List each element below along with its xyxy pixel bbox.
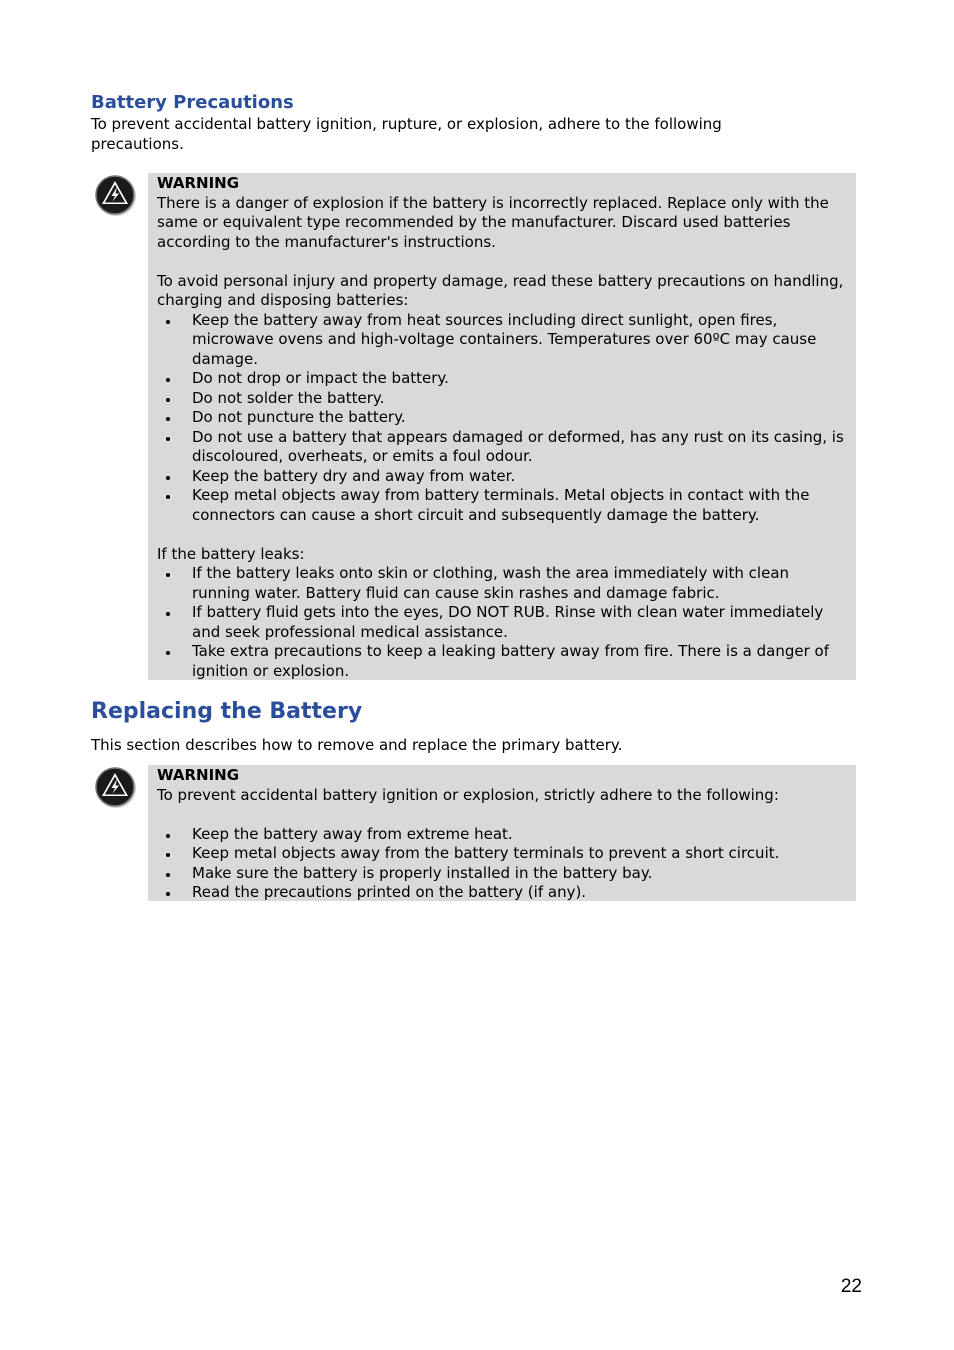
replacing-precautions-list bbox=[157, 825, 846, 903]
leak-precautions-list bbox=[157, 564, 846, 681]
list-item: Do not solder the battery. bbox=[157, 389, 846, 409]
list-item: Keep the battery away from extreme heat. bbox=[157, 825, 846, 845]
list-item: Do not puncture the battery. bbox=[157, 408, 846, 428]
list-item: Keep metal objects away from battery terminals. Metal objects in contact with the connectors can cause a short circuit and subsequently damage the battery. bbox=[157, 486, 846, 525]
warning-text: To prevent accidental battery ignition or explosion, strictly adhere to the following: bbox=[157, 785, 779, 804]
warning-handling-intro: To avoid personal injury and property damage, read these battery precautions on handling, charging and disposing batteries: bbox=[157, 271, 844, 309]
warning-title: WARNING bbox=[157, 766, 240, 784]
warning-lightning-icon bbox=[93, 765, 139, 811]
battery-warning-box bbox=[148, 173, 856, 680]
battery-precautions-intro: To prevent accidental battery ignition, rupture, or explosion, adhere to the following precautions. bbox=[91, 115, 722, 153]
list-item: Keep the battery away from heat sources including direct sunlight, open fires, microwave ovens and high-voltage containers. Temperatures over 60ºC may cause damage. bbox=[157, 311, 846, 370]
list-item: Take extra precautions to keep a leaking battery away from fire. There is a danger of ignition or explosion. bbox=[157, 642, 846, 681]
list-item: If battery fluid gets into the eyes, DO NOT RUB. Rinse with clean water immediately and seek professional medical assistance. bbox=[157, 603, 846, 642]
list-item: Make sure the battery is properly installed in the battery bay. bbox=[157, 864, 846, 884]
list-item: Do not use a battery that appears damaged or deformed, has any rust on its casing, is discoloured, overheats, or emits a foul odour. bbox=[157, 428, 846, 467]
replacing-warning-box bbox=[148, 765, 856, 901]
list-item: Do not drop or impact the battery. bbox=[157, 369, 846, 389]
list-item: If the battery leaks onto skin or clothing, wash the area immediately with clean running water. Battery fluid can cause skin rashes and damage fabric. bbox=[157, 564, 846, 603]
replacing-battery-intro: This section describes how to remove and replace the primary battery. bbox=[91, 736, 623, 754]
list-item: Keep metal objects away from the battery terminals to prevent a short circuit. bbox=[157, 844, 846, 864]
warning-text: There is a danger of explosion if the battery is incorrectly replaced. Replace only with the same or equivalent type recommended by the manufacturer. Discard used batteries according to the manufacturer's instructions. bbox=[157, 193, 829, 251]
warning-title: WARNING bbox=[157, 174, 240, 192]
list-item: Read the precautions printed on the battery (if any). bbox=[157, 883, 846, 903]
handling-precautions-list bbox=[157, 311, 846, 526]
leak-intro: If the battery leaks: bbox=[157, 544, 305, 563]
warning-lightning-icon bbox=[93, 173, 139, 219]
replacing-battery-heading: Replacing the Battery bbox=[91, 699, 363, 724]
battery-precautions-heading: Battery Precautions bbox=[91, 92, 294, 113]
list-item: Keep the battery dry and away from water. bbox=[157, 467, 846, 487]
page-number: 22 bbox=[840, 1276, 862, 1297]
